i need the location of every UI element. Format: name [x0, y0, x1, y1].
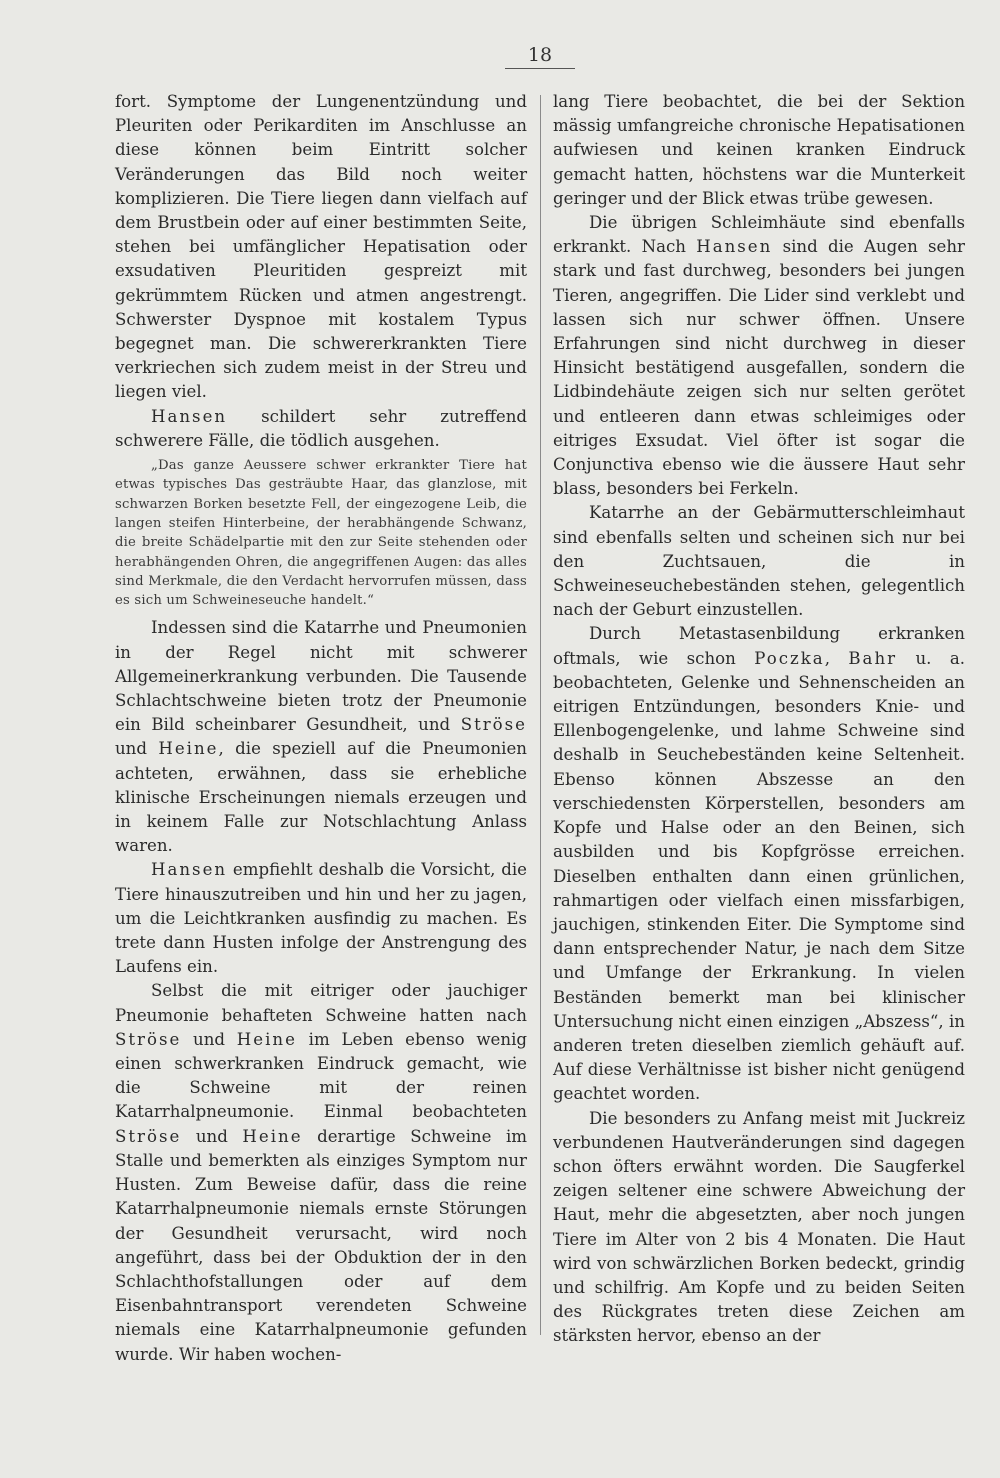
paragraph-text: empfiehlt deshalb die Vorsicht, die Tiere hinauszutreiben und hin und her zu jagen, um die Leichtkranken ausfindig zu machen. Es trete dann Husten infolge der Anstrengung des Laufens ein.	[115, 860, 527, 977]
paragraph: fort. Symptome der Lungenentzündung und Pleuriten oder Perikarditen im Anschlusse an diese können beim Eintritt solcher Veränderungen das Bild noch weiter komplizieren. Die Tiere liegen dann vielfach auf dem Brustbein oder auf einer bestimmten Seite, stehen bei umfänglicher Hepatisation oder exsudativen Pleuritiden gespreizt mit gekrümmtem Rücken und atmen angestrengt. Schwerster Dyspnoe mit kostalem Typus begegnet man. Die schwererkrankten Tiere verkriechen sich zudem meist in der Streu und liegen viel.	[115, 92, 527, 402]
author-name: Heine	[158, 739, 219, 759]
author-name: Heine	[236, 1029, 297, 1049]
author-name: Poczka	[754, 648, 825, 668]
paragraph: lang Tiere beobachtet, die bei der Sektion mässig umfangreiche chronische Hepatisationen aufwiesen und keinen kranken Eindruck gemacht hatten, höchstens war die Munterkeit geringer und der Blick etwas trübe gewesen.	[553, 92, 965, 208]
paragraph	[115, 616, 527, 858]
paragraph-text: im Leben ebenso wenig einen schwerkranken Eindruck gemacht, wie die Schweine mit der reinen Katarrhalpneumonie. Einmal beobachteten	[115, 1029, 527, 1122]
paragraph-text: und	[181, 1029, 237, 1049]
paragraph-text: Durch Metastasenbildung erkranken oftmals, wie schon	[553, 624, 965, 668]
paragraph-text: , die speziell auf die Pneumonien achteten, erwähnen, dass sie erhebliche klinische Erscheinungen niemals erzeugen und in keinem Falle zur Notschlachtung Anlass waren.	[115, 739, 527, 856]
right-column	[553, 90, 965, 1349]
block-quote: „Das ganze Aeussere schwer erkrankter Tiere hat etwas typisches Das gesträubte Haar, das glanzlose, mit schwarzen Borken besetzte Fell, der eingezogene Leib, die langen steifen Hinterbeine, der herabhängende Schwanz, die breite Schädelpartie mit den zur Seite stehenden oder herabhängenden Ohren, die angegriffenen Augen: das alles sind Merkmale, die den Verdacht hervorrufen müssen, dass es sich um Schweineseuche handelt.“	[115, 458, 527, 609]
author-name: Hansen	[696, 237, 773, 257]
author-name: Bahr	[848, 648, 898, 668]
author-name: Ströse	[115, 1029, 182, 1049]
author-name: Ströse	[115, 1126, 182, 1146]
author-name: Hansen	[151, 860, 228, 880]
paragraph	[115, 405, 527, 453]
left-column	[115, 90, 527, 1367]
column-divider	[540, 95, 541, 1335]
paragraph	[553, 211, 965, 501]
author-name: Ströse	[460, 715, 527, 735]
paragraph: Die besonders zu Anfang meist mit Juckreiz verbundenen Hautveränderungen sind dagegen schon öfters erwähnt worden. Die Saugferkel zeigen seltener eine schwere Abweichung der Haut, mehr die abgesetzten, aber noch jungen Tiere im Alter von 2 bis 4 Monaten. Die Haut wird von schwärzlichen Borken bedeckt, grindig und schilfrig. Am Kopfe und zu beiden Seiten des Rückgrates treten diese Zeichen am stärksten hervor, ebenso an der	[553, 1108, 965, 1346]
paragraph	[115, 858, 527, 979]
author-name: Hansen	[151, 406, 228, 426]
author-name: Heine	[242, 1126, 303, 1146]
paragraph: Katarrhe an der Gebärmutterschleimhaut sind ebenfalls selten und scheinen sich nur bei den Zuchtsauen, die in Schweineseuchebeständen stehen, gelegentlich nach der Geburt einzustellen.	[553, 503, 965, 620]
paragraph-text: und	[181, 1126, 243, 1146]
paragraph-text: u. a. beobachteten, Gelenke und Sehnenscheiden an eitrigen Entzündungen, besonders Knie- und Ellenbogengelenke, und lahme Schweine sind deshalb in Seuchebeständen keine Seltenheit. Ebenso können Abszesse an den verschiedensten Körperstellen, besonders am Kopfe und Halse oder an den Beinen, sich ausbilden und bis Kopfgrösse erreichen. Dieselben enthalten dann einen grünlichen, rahmartigen oder vielfach einen missfarbigen, jauchigen, stinkenden Eiter. Die Symptome sind dann entsprechender Natur, je nach dem Sitze und Umfange der Erkrankung. In vielen Beständen bemerkt man bei klinischer Untersuchung nicht einen einzigen „Abszess“, in anderen treten dieselben ziemlich gehäuft auf. Auf diese Verhältnisse ist bisher nicht genügend geachtet worden.	[553, 648, 965, 1104]
paragraph-text: derartige Schweine im Stalle und bemerkten als einziges Symptom nur Husten. Zum Beweise dafür, dass die reine Katarrhalpneumonie niemals ernste Störungen der Gesundheit verursacht, wird noch angeführt, dass bei der Obduktion der in den Schlachthofstallungen oder auf dem Eisenbahntransport verendeten Schweine niemals eine Katarrhalpneumonie gefunden wurde. Wir haben wochen-	[115, 1126, 528, 1364]
paragraph-text: schildert sehr zutreffend schwerere Fälle, die tödlich ausgehen.	[115, 406, 527, 450]
paragraph-text: und	[115, 739, 159, 759]
paragraph	[115, 979, 527, 1366]
paragraph-text: Die übrigen Schleimhäute sind ebenfalls erkrankt. Nach	[553, 213, 965, 257]
paragraph-text: Selbst die mit eitriger oder jauchiger Pneumonie behafteten Schweine hatten nach	[115, 981, 527, 1025]
paragraph	[553, 622, 965, 1106]
paragraph-text: sind die Augen sehr stark und fast durchweg, besonders bei jungen Tieren, angegriffen. Die Lider sind verklebt und lassen sich nur schwer öffnen. Unsere Erfahrungen sind nicht durchweg in dieser Hinsicht bestätigend ausgefallen, sondern die Lidbindehäute zeigen sich nur selten gerötet und entleeren dann etwas schleimiges oder eitriges Exsudat. Viel öfter ist sogar die Conjunctiva ebenso wie die äussere Haut sehr blass, besonders bei Ferkeln.	[553, 237, 965, 499]
paragraph-text: ,	[824, 648, 849, 668]
paragraph-text: Indessen sind die Katarrhe und Pneumonien in der Regel nicht mit schwerer Allgemeinerkrankung verbunden. Die Tausende Schlachtschweine bieten trotz der Pneumonie ein Bild scheinbarer Gesundheit, und	[115, 618, 527, 735]
page-number: 18	[505, 44, 575, 69]
